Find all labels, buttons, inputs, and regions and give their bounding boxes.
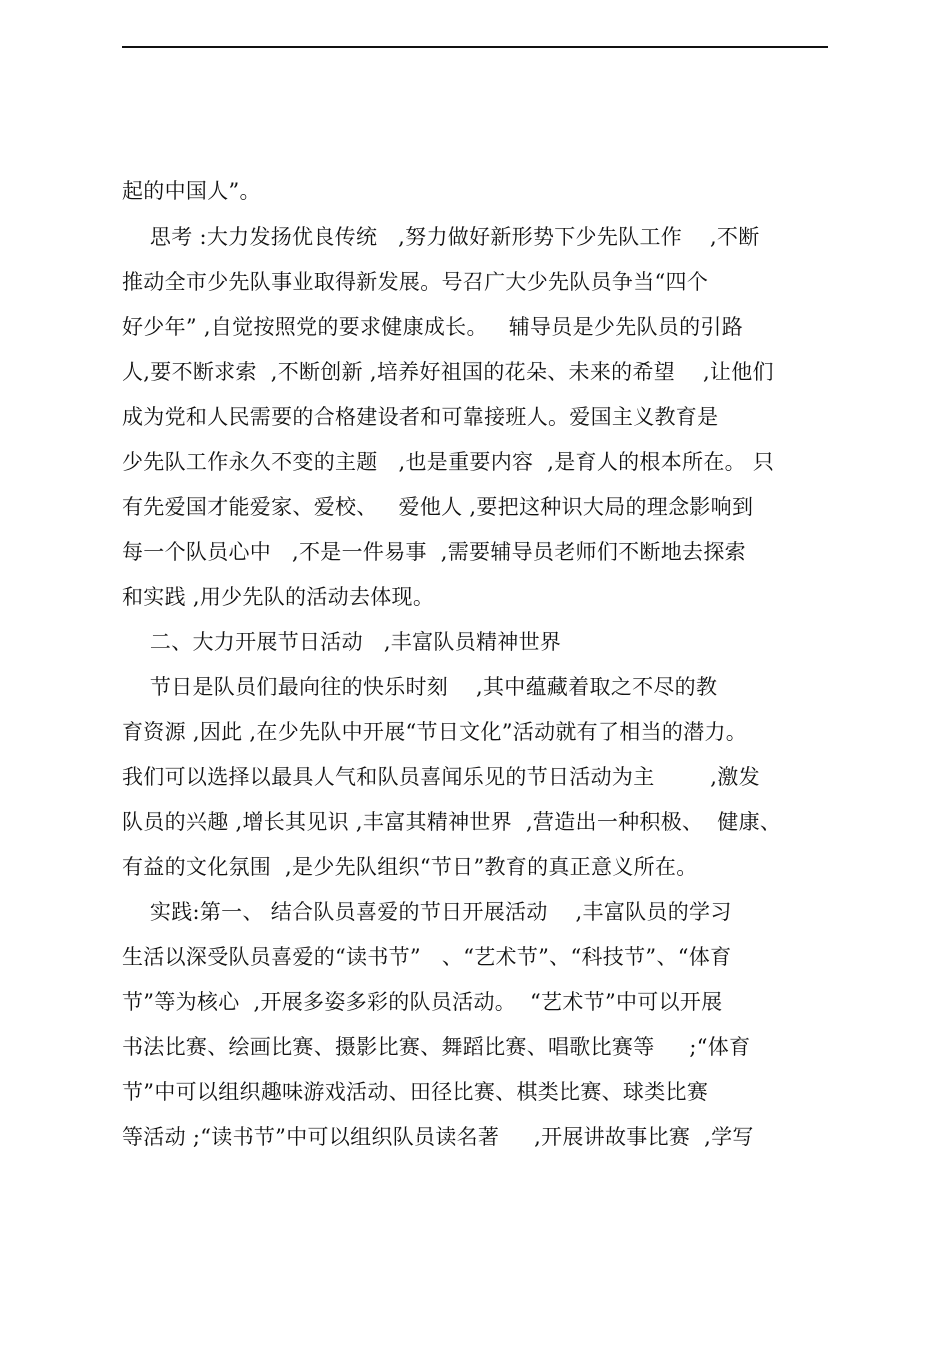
text-line: 思考 :大力发扬优良传统 ,努力做好新形势下少先队工作 ,不断: [122, 225, 760, 249]
text-line: 起的中国人”。: [122, 179, 261, 203]
text-line: 节”等为核心 ,开展多姿多彩的队员活动。 “艺术节”中可以开展: [122, 990, 723, 1014]
text-line: 节日是队员们最向往的快乐时刻 ,其中蕴藏着取之不尽的教: [122, 675, 718, 699]
text-line: 成为党和人民需要的合格建设者和可靠接班人。爱国主义教育是: [122, 405, 719, 429]
text-line: 好少年” ,自觉按照党的要求健康成长。 辅导员是少先队员的引路: [122, 315, 744, 339]
text-line: 有益的文化氛围 ,是少先队组织“节日”教育的真正意义所在。: [122, 855, 698, 879]
text-line: 育资源 ,因此 ,在少先队中开展“节日文化”活动就有了相当的潜力。: [122, 720, 748, 744]
text-line: 队员的兴趣 ,增长其见识 ,丰富其精神世界 ,营造出一种积极、 健康、: [122, 810, 782, 834]
text-line: 节”中可以组织趣味游戏活动、田径比赛、棋类比赛、球类比赛: [122, 1080, 709, 1104]
section-heading: 二、大力开展节日活动 ,丰富队员精神世界: [122, 630, 562, 654]
text-line: 每一个队员心中 ,不是一件易事 ,需要辅导员老师们不断地去探索: [122, 540, 746, 564]
text-line: 少先队工作永久不变的主题 ,也是重要内容 ,是育人的根本所在。 只: [122, 450, 775, 474]
text-line: 人,要不断求索 ,不断创新 ,培养好祖国的花朵、未来的希望 ,让他们: [122, 360, 774, 384]
text-line: 有先爱国才能爱家、爱校、 爱他人 ,要把这种识大局的理念影响到: [122, 495, 754, 519]
text-line: 和实践 ,用少先队的活动去体现。: [122, 585, 435, 609]
text-line: 我们可以选择以最具人气和队员喜闻乐见的节日活动为主 ,激发: [122, 765, 760, 789]
text-line: 等活动 ;“读书节”中可以组织队员读名著 ,开展讲故事比赛 ,学写: [122, 1125, 754, 1149]
text-line: 实践:第一、 结合队员喜爱的节日开展活动 ,丰富队员的学习: [122, 900, 732, 924]
text-line: 生活以深受队员喜爱的“读书节” 、“艺术节”、“科技节”、“体育: [122, 945, 732, 969]
text-line: 书法比赛、绘画比赛、摄影比赛、舞蹈比赛、唱歌比赛等 ;“体育: [122, 1035, 751, 1059]
text-line: 推动全市少先队事业取得新发展。号召广大少先队员争当“四个: [122, 270, 709, 294]
